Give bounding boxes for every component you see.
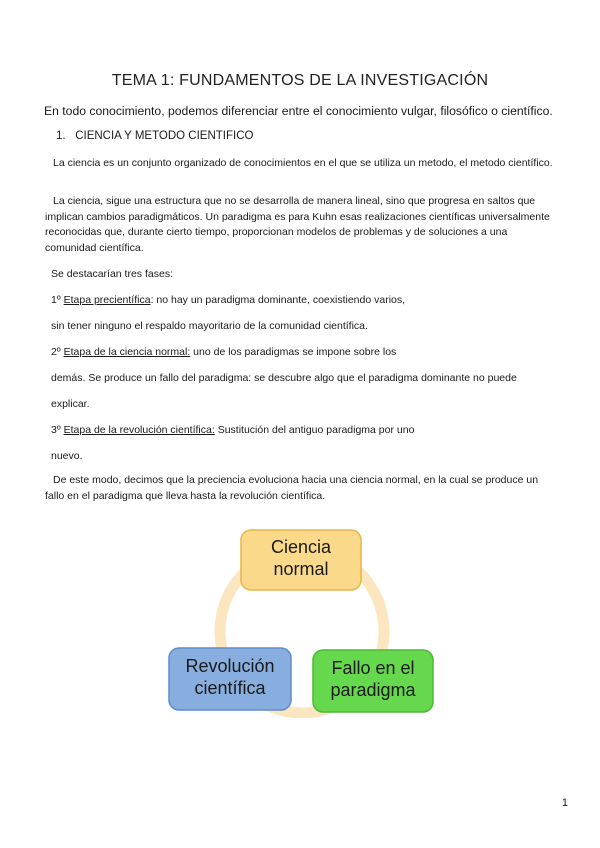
section-heading <box>56 130 253 142</box>
box-top-line1: Ciencia <box>270 537 332 557</box>
page-title: TEMA 1: FUNDAMENTOS DE LA INVESTIGACIÓN <box>111 72 489 89</box>
section-title: CIENCIA Y METODO CIENTIFICO <box>75 130 254 142</box>
intro-paragraph: En todo conocimiento, podemos diferenciar entre el conocimiento vulgar, filosófico o científico. <box>44 104 553 118</box>
box-left-line2: científica <box>194 678 266 698</box>
box-right-line2: paradigma <box>330 680 416 700</box>
phase-2-prefix: 2º <box>51 346 64 358</box>
phase-1-prefix: 1º <box>51 294 64 306</box>
paragraph-conclusion: De este modo, decimos que la preciencia evoluciona hacia una ciencia normal, en la cual se produce un fallo en el paradigma que lleva hasta la revolución científica. <box>45 474 539 502</box>
section-number: 1. <box>56 130 66 142</box>
phase-2-continuation: demás. Se produce un fallo del paradigma: se descubre algo que el paradigma dominante no puede <box>51 372 517 384</box>
phase-3-label: Etapa de la revolución científica: <box>63 424 215 436</box>
box-top-line2: normal <box>273 559 329 579</box>
paragraph-paradigm: La ciencia, sigue una estructura que no se desarrolla de manera lineal, sino que progresa en saltos que implican cambios paradigmáticos. Un paradigma es para Kuhn esas realizaciones científicas universalmente reconocidas que, durante cierto tiempo, proporcionan modelos de problemas y de soluciones a una comunidad científica. <box>45 195 550 254</box>
paragraph-definition: La ciencia es un conjunto organizado de conocimientos en el que se utiliza un metodo, el metodo científico. <box>53 157 553 169</box>
phase-2 <box>51 345 561 361</box>
phase-3-text: Sustitución del antiguo paradigma por uno <box>214 424 415 436</box>
phase-1-text: : no hay un paradigma dominante, coexistiendo varios, <box>150 294 406 306</box>
phase-3-continuation: nuevo. <box>51 450 83 462</box>
box-left-line1: Revolución <box>185 656 275 676</box>
phase-2-text: uno de los paradigmas se impone sobre los <box>190 346 397 358</box>
phase-1 <box>51 293 561 309</box>
paradigm-cycle-diagram <box>165 528 440 718</box>
box-right-line1: Fallo en el <box>331 658 415 678</box>
phase-1-label: Etapa precientífica <box>63 294 151 306</box>
phase-2-label: Etapa de la ciencia normal: <box>63 346 191 358</box>
paragraph-phases-intro: Se destacarían tres fases: <box>51 268 173 280</box>
phase-3 <box>51 423 561 439</box>
phase-1-continuation: sin tener ninguno el respaldo mayoritario de la comunidad científica. <box>51 320 368 332</box>
phase-3-prefix: 3º <box>51 424 64 436</box>
phase-2-continuation-2: explicar. <box>51 398 90 410</box>
page-number: 1 <box>561 797 568 809</box>
